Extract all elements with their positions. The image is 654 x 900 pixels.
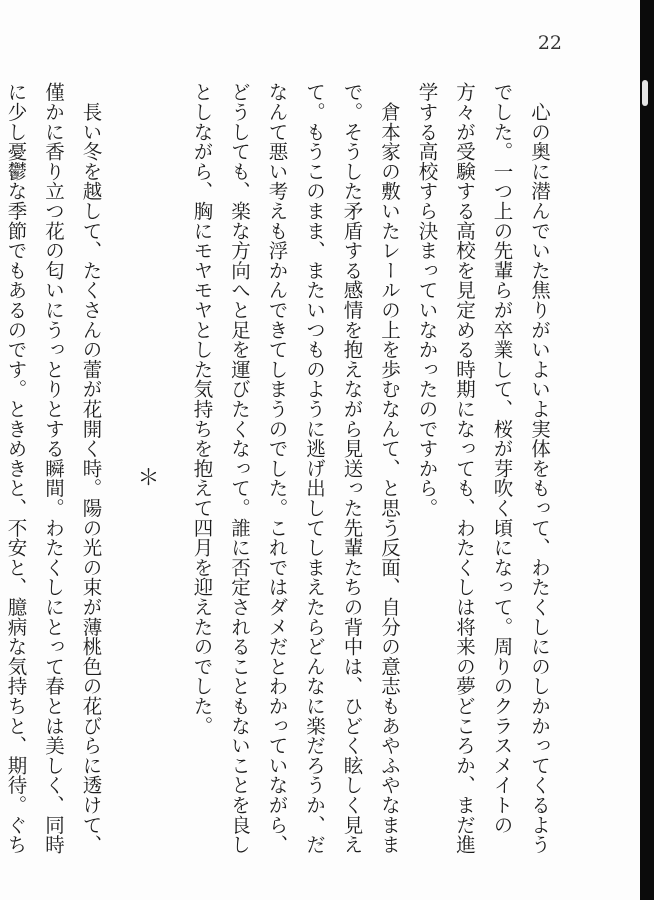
paragraph-3: 長い冬を越して、たくさんの蕾が花開く時。陽の光の束が薄桃色の花びらに透けて、僅かに香り立つ花の匂いにうっとりとする瞬間。わたくしにとって春とは美しく、同時に少し憂鬱な季節でもあるのです。ときめきと、不安と、臆病な気持ちと、期待。ぐち [4,82,103,855]
scrollbar-thumb[interactable] [642,80,648,106]
page-number: 22 [537,32,562,54]
paragraph-1: 心の奥に潜んでいた焦りがいよいよ実体をもって、わたくしにのしかかってくるようでした。一つ上の先輩らが卒業して、桜が芽吹く頃になって。周りのクラスメイトの方々が受験する高校を見定める時期になっても、わたくしは将来の夢どころか、まだ進学する高校すら決まっていなかったのですから。 [415,82,551,855]
window-edge [640,0,654,900]
paragraph-2: 倉本家の敷いたレールの上を歩むなんて、と思う反面、自分の意志もあやふやなままで。そうした矛盾する感情を抱えながら見送った先輩たちの背中は、ひどく眩しく見えて。もうこのまま、またいつものように逃げ出してしまえたらどんなに楽だろうか、だなんて悪い考えも浮かんできてしまうのでした。これではダメだとわかっていながら、どうしても、楽な方向へと足を運びたくなって。誰に否定されることもないことを良しとしながら、胸にモヤモヤとした気持ちを抱えて四月を迎えたのでした。 [190,82,401,855]
scene-break-asterisk: ＊ [134,465,159,489]
vertical-text-body [0,82,558,872]
scene-break [128,82,166,872]
